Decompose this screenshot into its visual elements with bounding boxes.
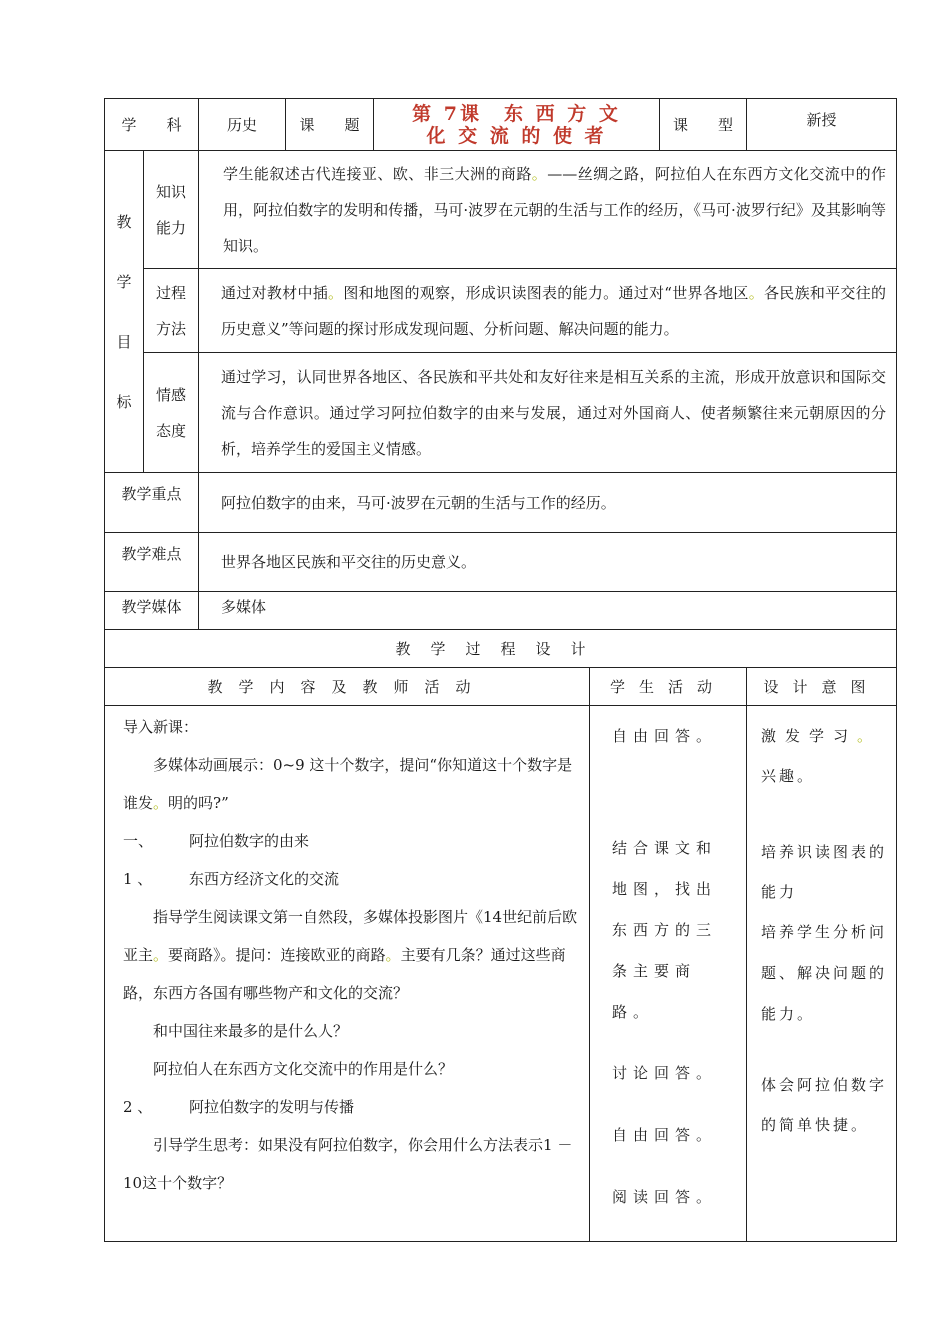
knowledge-label xyxy=(144,151,199,269)
question-1: 和中国往来最多的是什么人？ xyxy=(153,1022,349,1040)
media-row xyxy=(105,592,897,630)
process-label-line2: 方法 xyxy=(156,319,187,338)
intent-2: 培养识读图表的能力 xyxy=(761,843,888,901)
student-column xyxy=(590,706,747,1242)
reading-mark2: 。 xyxy=(385,946,401,964)
intent-1 xyxy=(761,716,890,796)
process-mark: 。 xyxy=(328,283,344,302)
knowledge-label-line1: 知识 xyxy=(156,182,187,201)
process-text-b: 图和地图的观察，形成识读图表的能力。通过对“世界各地区 xyxy=(343,283,749,302)
process-text xyxy=(199,269,897,353)
difficulties-row xyxy=(105,533,897,592)
content-column xyxy=(105,706,590,1242)
lesson-plan-page xyxy=(104,98,896,1246)
question-2: 阿拉伯人在东西方文化交流中的作用是什么？ xyxy=(153,1060,454,1078)
intro-mark: 。 xyxy=(153,794,169,812)
reading-text: 指导学生阅读课文第一自然段，多媒体投影图片《14世纪前后欧亚主 xyxy=(123,908,578,964)
knowledge-label-line2: 能力 xyxy=(156,218,187,237)
lesson-title-line2: 化 交 流 的 使 者 xyxy=(426,124,607,147)
student-answer-2: 结合课文和地图，找出东西方的三条主要商路。 xyxy=(612,839,718,1021)
section-1-1-number: 1 、 xyxy=(123,870,153,888)
header-row xyxy=(105,99,897,151)
content-column-header: 教学内容及教师活动 xyxy=(105,668,590,706)
student-answer-1: 自由回答。 xyxy=(612,727,718,745)
process-text-a: 通过对教材中插 xyxy=(221,283,329,302)
section-1-1-title: 东西方经济文化的交流 xyxy=(189,870,340,888)
intro-tail: 明的吗?” xyxy=(168,794,229,812)
knowledge-mark: 。 xyxy=(531,164,548,183)
section-1-2-heading xyxy=(123,1088,579,1126)
process-label-line1: 过程 xyxy=(156,283,187,302)
lesson-title-line1: 第 7课 东 西 方 文 xyxy=(412,102,621,125)
section-1-2-title: 阿拉伯数字的发明与传播 xyxy=(189,1098,355,1116)
media-text-body: 多媒体 xyxy=(221,598,267,616)
knowledge-text xyxy=(199,151,897,269)
thinking-paragraph: 引导学生思考：如果没有阿拉伯数字，你会用什么方法表示1 －10这十个数字？ xyxy=(123,1136,573,1192)
objectives-char-1: 教 xyxy=(116,212,132,231)
process-mark2: 。 xyxy=(748,283,764,302)
knowledge-text-a: 学生能叙述古代连接亚、欧、非三大洲的商路 xyxy=(223,164,532,183)
key-points-label: 教学重点 xyxy=(105,473,199,533)
difficulties-label: 教学难点 xyxy=(105,533,199,592)
type-label: 课 型 xyxy=(660,99,747,151)
objective-knowledge-row xyxy=(105,151,897,269)
difficulties-text-body: 世界各地区民族和平交往的历史意义。 xyxy=(221,553,477,571)
key-points-text xyxy=(199,473,897,533)
attitude-text-body: 通过学习，认同世界各地区、各民族和平共处和友好往来是相互关系的主流，形成开放意识和国际交流与合作意识。通过学习阿拉伯数字的由来与发展，通过对外国商人、使者频繁往来元朝原因的分析，培养学生的爱国主义情感。 xyxy=(221,367,887,458)
attitude-label xyxy=(144,353,199,473)
reading-mark: 。 xyxy=(153,946,169,964)
student-answer-3: 讨论回答。 xyxy=(612,1064,718,1082)
reading-paragraph xyxy=(123,898,579,1012)
section-1-heading xyxy=(123,822,579,860)
process-text-c: 各民族和平交往的历史意义”等问题的探讨形成发现问题、分析问题、解决问题的能力。 xyxy=(221,283,887,338)
key-points-text-body: 阿拉伯数字的由来，马可·波罗在元朝的生活与工作的经历。 xyxy=(221,493,616,512)
objectives-char-4: 标 xyxy=(116,392,132,411)
attitude-label-line1: 情感 xyxy=(156,385,187,404)
process-title: 教学过程设计 xyxy=(105,630,897,668)
process-label xyxy=(144,269,199,353)
intent-4: 体会阿拉伯数字的简单快捷。 xyxy=(761,1076,888,1134)
section-1-2-number: 2 、 xyxy=(123,1098,153,1116)
intent-1-mark: 。 xyxy=(857,727,876,745)
intent-3: 培养学生分析问题、解决问题的能力。 xyxy=(761,923,888,1023)
difficulties-text xyxy=(199,533,897,592)
process-title-row xyxy=(105,630,897,668)
subject-label: 学 科 xyxy=(105,99,199,151)
intent-column xyxy=(747,706,897,1242)
intro-line: 导入新课： xyxy=(123,718,199,736)
attitude-label-line2: 态度 xyxy=(156,421,187,440)
intent-1-text: 激发学习 xyxy=(761,727,858,745)
process-header-row xyxy=(105,668,897,706)
topic-label: 课 题 xyxy=(286,99,374,151)
attitude-text xyxy=(199,353,897,473)
type-value: 新授 xyxy=(747,99,897,151)
objectives-char-2: 学 xyxy=(116,272,132,291)
section-1-1-heading xyxy=(123,860,579,898)
intro-text: 多媒体动画展示：0~9 这十个数字，提问“你知道这十个数字是谁发 xyxy=(123,756,573,812)
intent-column-header: 设计意图 xyxy=(747,668,897,706)
objectives-group-label xyxy=(105,151,144,473)
process-body-row xyxy=(105,706,897,1242)
student-answer-4: 自由回答。 xyxy=(612,1126,718,1144)
knowledge-text-b: ——丝绸之路，阿拉伯人在东西方文化交流中的作用，阿拉伯数字的发明和传播，马可·波罗在元朝的生活与工作的经历，《马可·波罗行纪》及其影响等知识。 xyxy=(223,164,887,255)
media-label: 教学媒体 xyxy=(105,592,199,630)
section-1-number: 一、 xyxy=(123,832,154,850)
key-points-row xyxy=(105,473,897,533)
intro-paragraph xyxy=(123,746,579,822)
lesson-title xyxy=(374,99,660,151)
student-answer-5: 阅读回答。 xyxy=(612,1188,718,1206)
objective-process-row xyxy=(105,269,897,353)
reading-tail: 主要有几条？通过这些商路，东西方各国有哪些物产和文化的交流？ xyxy=(123,946,566,1002)
objective-attitude-row xyxy=(105,353,897,473)
objectives-char-3: 目 xyxy=(116,332,132,351)
reading-mid: 要商路》。提问：连接欧亚的商路 xyxy=(168,946,386,964)
section-1-title: 阿拉伯数字的由来 xyxy=(189,832,310,850)
media-text xyxy=(199,592,897,630)
lesson-plan-table xyxy=(104,98,897,1242)
student-column-header: 学生活动 xyxy=(590,668,747,706)
subject-value: 历史 xyxy=(199,99,286,151)
intent-1-tail: 兴趣。 xyxy=(761,767,816,785)
